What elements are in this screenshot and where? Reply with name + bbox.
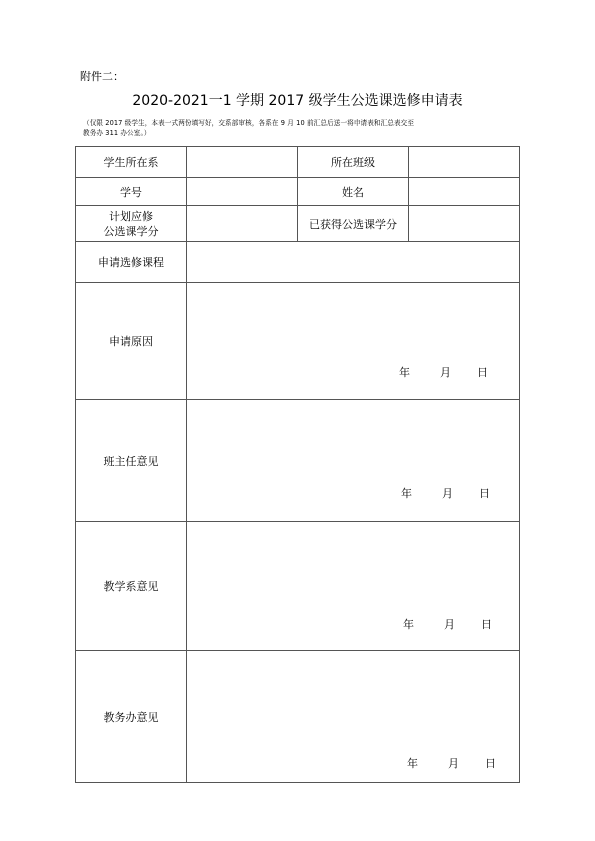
- dept-label: 学生所在系: [76, 147, 187, 178]
- instruction-note: [83, 118, 523, 138]
- date-year: 年: [401, 487, 412, 500]
- student-id-label: 学号: [76, 178, 187, 206]
- academic-office-opinion-field[interactable]: [187, 651, 520, 783]
- teaching-dept-opinion-label: 教学系意见: [76, 522, 187, 651]
- date-day: 日: [485, 757, 496, 770]
- note-line-2: 教务办 311 办公室。）: [83, 129, 151, 137]
- annex-label: 附件二：: [80, 70, 124, 83]
- date-month: 月: [442, 487, 453, 500]
- planned-credits-label: [76, 206, 187, 242]
- academic-office-opinion-label: 教务办意见: [76, 651, 187, 783]
- reason-field[interactable]: [187, 283, 520, 400]
- reason-label: 申请原因: [76, 283, 187, 400]
- date-day: 日: [479, 487, 490, 500]
- class-label: 所在班级: [298, 147, 409, 178]
- date-month: 月: [444, 618, 455, 631]
- date-year: 年: [407, 757, 418, 770]
- planned-credits-label-line-2: 公选课学分: [103, 224, 159, 238]
- student-id-field[interactable]: [187, 178, 298, 206]
- planned-credits-label-line-1: 计划应修: [109, 209, 153, 223]
- name-field[interactable]: [409, 178, 520, 206]
- teaching-dept-opinion-field[interactable]: [187, 522, 520, 651]
- course-label: 申请选修课程: [76, 242, 187, 283]
- class-field[interactable]: [409, 147, 520, 178]
- note-line-1: （仅限 2017 级学生，本表一式两份填写好，交系部审核，各系在 9 月 10 前汇总后送一将申请表和汇总表交至: [83, 119, 415, 127]
- date-month: 月: [440, 366, 451, 379]
- application-form-table: [75, 146, 520, 783]
- course-field[interactable]: [187, 242, 520, 283]
- date-month: 月: [448, 757, 459, 770]
- earned-credits-label: 已获得公选课学分: [298, 206, 409, 242]
- teaching-dept-opinion-date: [403, 616, 492, 632]
- date-year: 年: [399, 366, 410, 379]
- date-day: 日: [481, 618, 492, 631]
- reason-date: [399, 364, 488, 380]
- class-teacher-opinion-field[interactable]: [187, 400, 520, 522]
- form-title: 2020-2021一1 学期 2017 级学生公选课选修申请表: [132, 93, 463, 109]
- earned-credits-field[interactable]: [409, 206, 520, 242]
- dept-field[interactable]: [187, 147, 298, 178]
- academic-office-opinion-date: [407, 755, 496, 771]
- date-day: 日: [477, 366, 488, 379]
- class-teacher-opinion-label: 班主任意见: [76, 400, 187, 522]
- name-label: 姓名: [298, 178, 409, 206]
- teacher-opinion-date: [401, 485, 490, 501]
- date-year: 年: [403, 618, 414, 631]
- planned-credits-field[interactable]: [187, 206, 298, 242]
